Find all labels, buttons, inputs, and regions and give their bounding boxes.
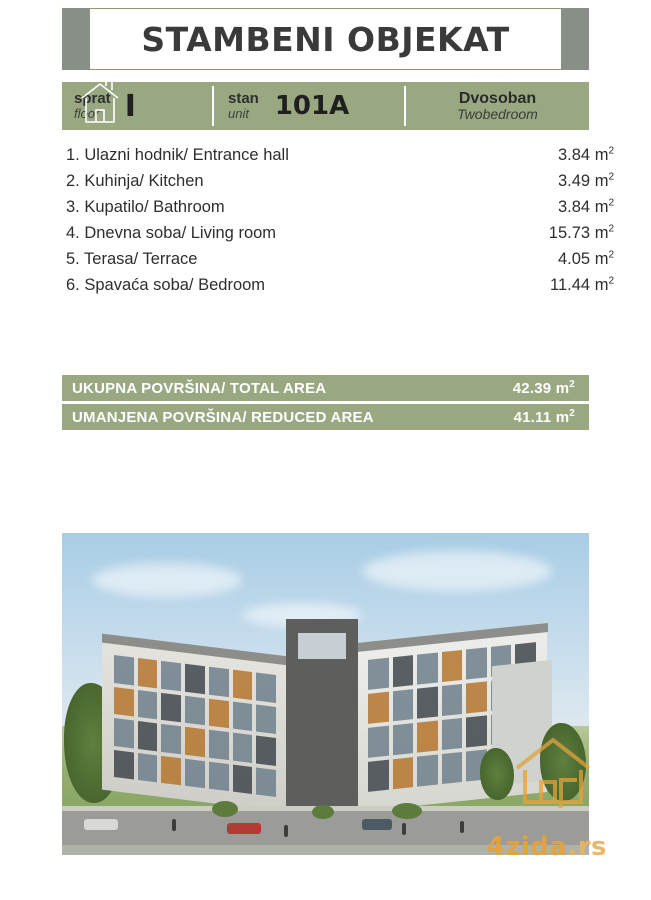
reduced-area-value: 41.11 $m^2$: [513, 408, 575, 426]
list-item: [66, 168, 614, 194]
apartment-type-labels: [457, 90, 538, 123]
shrub: [392, 803, 422, 819]
room-area: 3.84 $m^2$: [557, 197, 614, 217]
unit-labels: [228, 91, 259, 120]
apartment-type: Dvosoban: [458, 89, 537, 107]
building-render-image: [62, 533, 589, 855]
unit-label-en: unit: [228, 106, 249, 122]
room-area: 4.05 $m^2$: [557, 249, 614, 269]
cloud: [92, 563, 242, 597]
document-title-bar: [62, 8, 589, 70]
apartment-type-en: Twobedroom: [457, 106, 538, 123]
car: [362, 819, 392, 830]
reduced-area-label: UMANJENA POVRŠINA/ REDUCED AREA: [72, 408, 374, 426]
apartment-type-cell: [406, 82, 589, 130]
title-cap-right: [561, 8, 589, 70]
person: [172, 819, 176, 831]
house-outline-icon: [76, 76, 136, 128]
watermark-house-icon: [511, 734, 607, 808]
unit-info-band: [62, 82, 589, 130]
list-item: [66, 272, 614, 298]
room-area: 11.44 $m^2$: [550, 275, 614, 295]
list-item: [66, 142, 614, 168]
page-title: STAMBENI OBJEKAT: [141, 19, 510, 59]
watermark-text: 4zida.rs: [486, 832, 607, 862]
floor-label-en: floor: [74, 106, 100, 122]
shrub: [212, 801, 238, 817]
cloud: [362, 551, 552, 591]
room-area: 3.84 $m^2$: [557, 145, 614, 164]
room-name: 6. Spavaća soba/ Bedroom: [66, 276, 266, 295]
core-window: [298, 633, 346, 659]
tree: [480, 748, 514, 800]
room-name: 3. Kupatilo/ Bathroom: [66, 198, 225, 217]
room-area: 3.49 $m^2$: [557, 171, 614, 191]
person: [284, 825, 288, 837]
person: [460, 821, 464, 833]
room-name: 2. Kuhinja/ Kitchen: [66, 172, 204, 191]
title-cap-left: [62, 8, 90, 70]
totals-section: [62, 375, 589, 430]
page-title-block: [90, 8, 561, 70]
shrub: [312, 805, 334, 819]
person: [402, 823, 406, 835]
total-area-row: [62, 375, 589, 401]
window-grid-left: [114, 655, 276, 797]
room-name: 4. Dnevna soba/ Living room: [66, 224, 277, 243]
unit-cell: [214, 82, 404, 130]
total-area-value: 42.39 $m^2$: [512, 379, 575, 397]
car: [84, 819, 118, 830]
list-item: [66, 246, 614, 272]
list-item: [66, 220, 614, 246]
room-area: 15.73 $m^2$: [548, 223, 614, 243]
unit-label: stan: [228, 90, 259, 108]
floor-value: I: [124, 88, 136, 124]
unit-value: 101A: [274, 91, 350, 121]
room-name: 1. Ulazni hodnik/ Entrance hall: [66, 146, 289, 164]
list-item: [66, 194, 614, 220]
room-name: 5. Terasa/ Terrace: [66, 250, 198, 269]
total-area-label: UKUPNA POVRŠINA/ TOTAL AREA: [72, 379, 327, 397]
reduced-area-row: [62, 404, 589, 430]
car: [227, 823, 261, 834]
room-list: [66, 142, 614, 298]
floor-label: sprat: [74, 90, 111, 108]
